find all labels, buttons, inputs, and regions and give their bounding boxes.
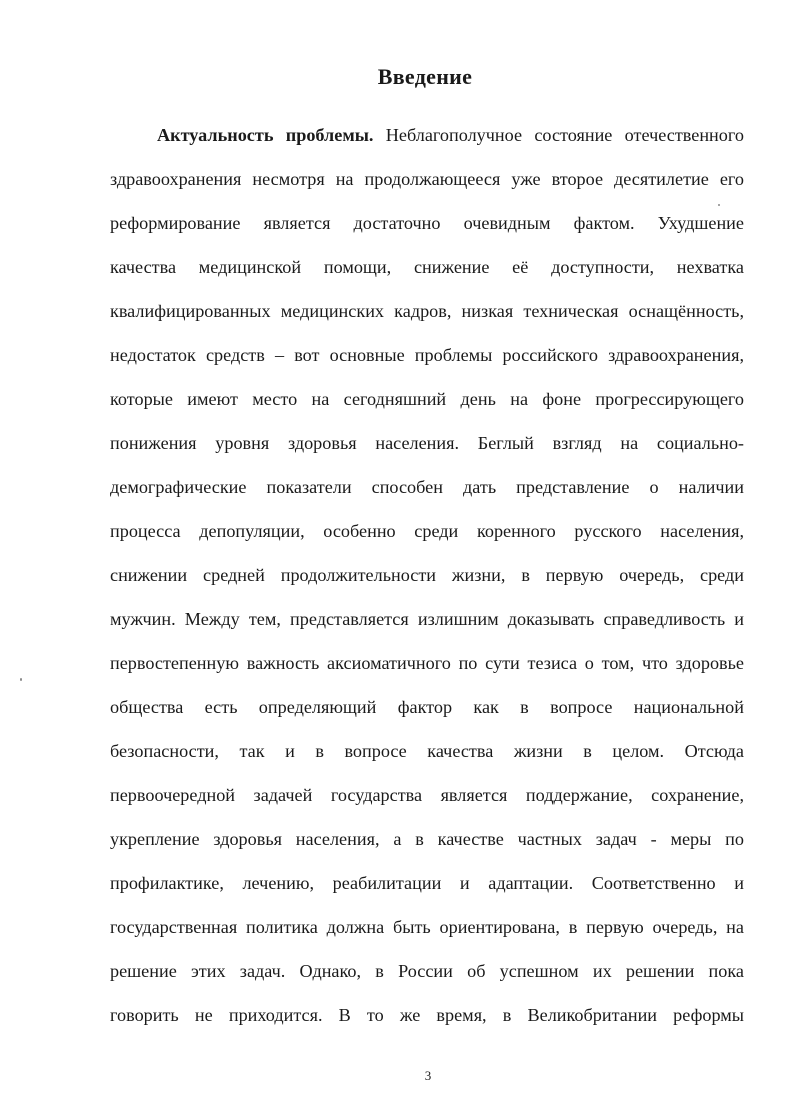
text-line: говорить не приходится. В то же время, в Великобритании реформы [110, 1005, 744, 1025]
text-line: качества медицинской помощи, снижение её доступности, нехватка [110, 257, 744, 277]
text-line: понижения уровня здоровья населения. Беглый взгляд на социально- [110, 433, 744, 453]
text-line: укрепление здоровья населения, а в качестве частных задач - меры по [110, 829, 744, 849]
text-line: первостепенную важность аксиоматичного по сути тезиса о том, что здоровье [110, 653, 744, 673]
text-line: первоочередной задачей государства является поддержание, сохранение, [110, 785, 744, 805]
text-line: реформирование является достаточно очевидным фактом. Ухудшение [110, 213, 744, 233]
text-line: здравоохранения несмотря на продолжающееся уже второе десятилетие его [110, 169, 744, 189]
section-lead: Актуальность проблемы. [157, 125, 374, 145]
text-line: государственная политика должна быть ориентирована, в первую очередь, на [110, 917, 744, 937]
text-line: решение этих задач. Однако, в России об успешном их решении пока [110, 961, 744, 981]
page-title: Введение [377, 64, 473, 89]
scan-speck [20, 678, 22, 681]
text-line: квалифицированных медицинских кадров, низкая техническая оснащённость, [110, 301, 744, 321]
text-line: демографические показатели способен дать представление о наличии [110, 477, 744, 497]
text-line: общества есть определяющий фактор как в вопросе национальной [110, 697, 744, 717]
page-number: 3 [424, 1068, 432, 1083]
text-line-content: Неблагополучное состояние отечественного [373, 125, 744, 145]
text-line: профилактике, лечению, реабилитации и адаптации. Соответственно и [110, 873, 744, 893]
text-line: мужчин. Между тем, представляется излишним доказывать справедливость и [110, 609, 744, 629]
text-line: процесса депопуляции, особенно среди коренного русского населения, [110, 521, 744, 541]
text-line: снижении средней продолжительности жизни, в первую очередь, среди [110, 565, 744, 585]
scan-speck [718, 204, 720, 206]
text-line [157, 122, 744, 148]
text-line: которые имеют место на сегодняшний день на фоне прогрессирующего [110, 389, 744, 409]
text-line: недостаток средств – вот основные проблемы российского здравоохранения, [110, 345, 744, 365]
text-line: безопасности, так и в вопросе качества жизни в целом. Отсюда [110, 741, 744, 761]
